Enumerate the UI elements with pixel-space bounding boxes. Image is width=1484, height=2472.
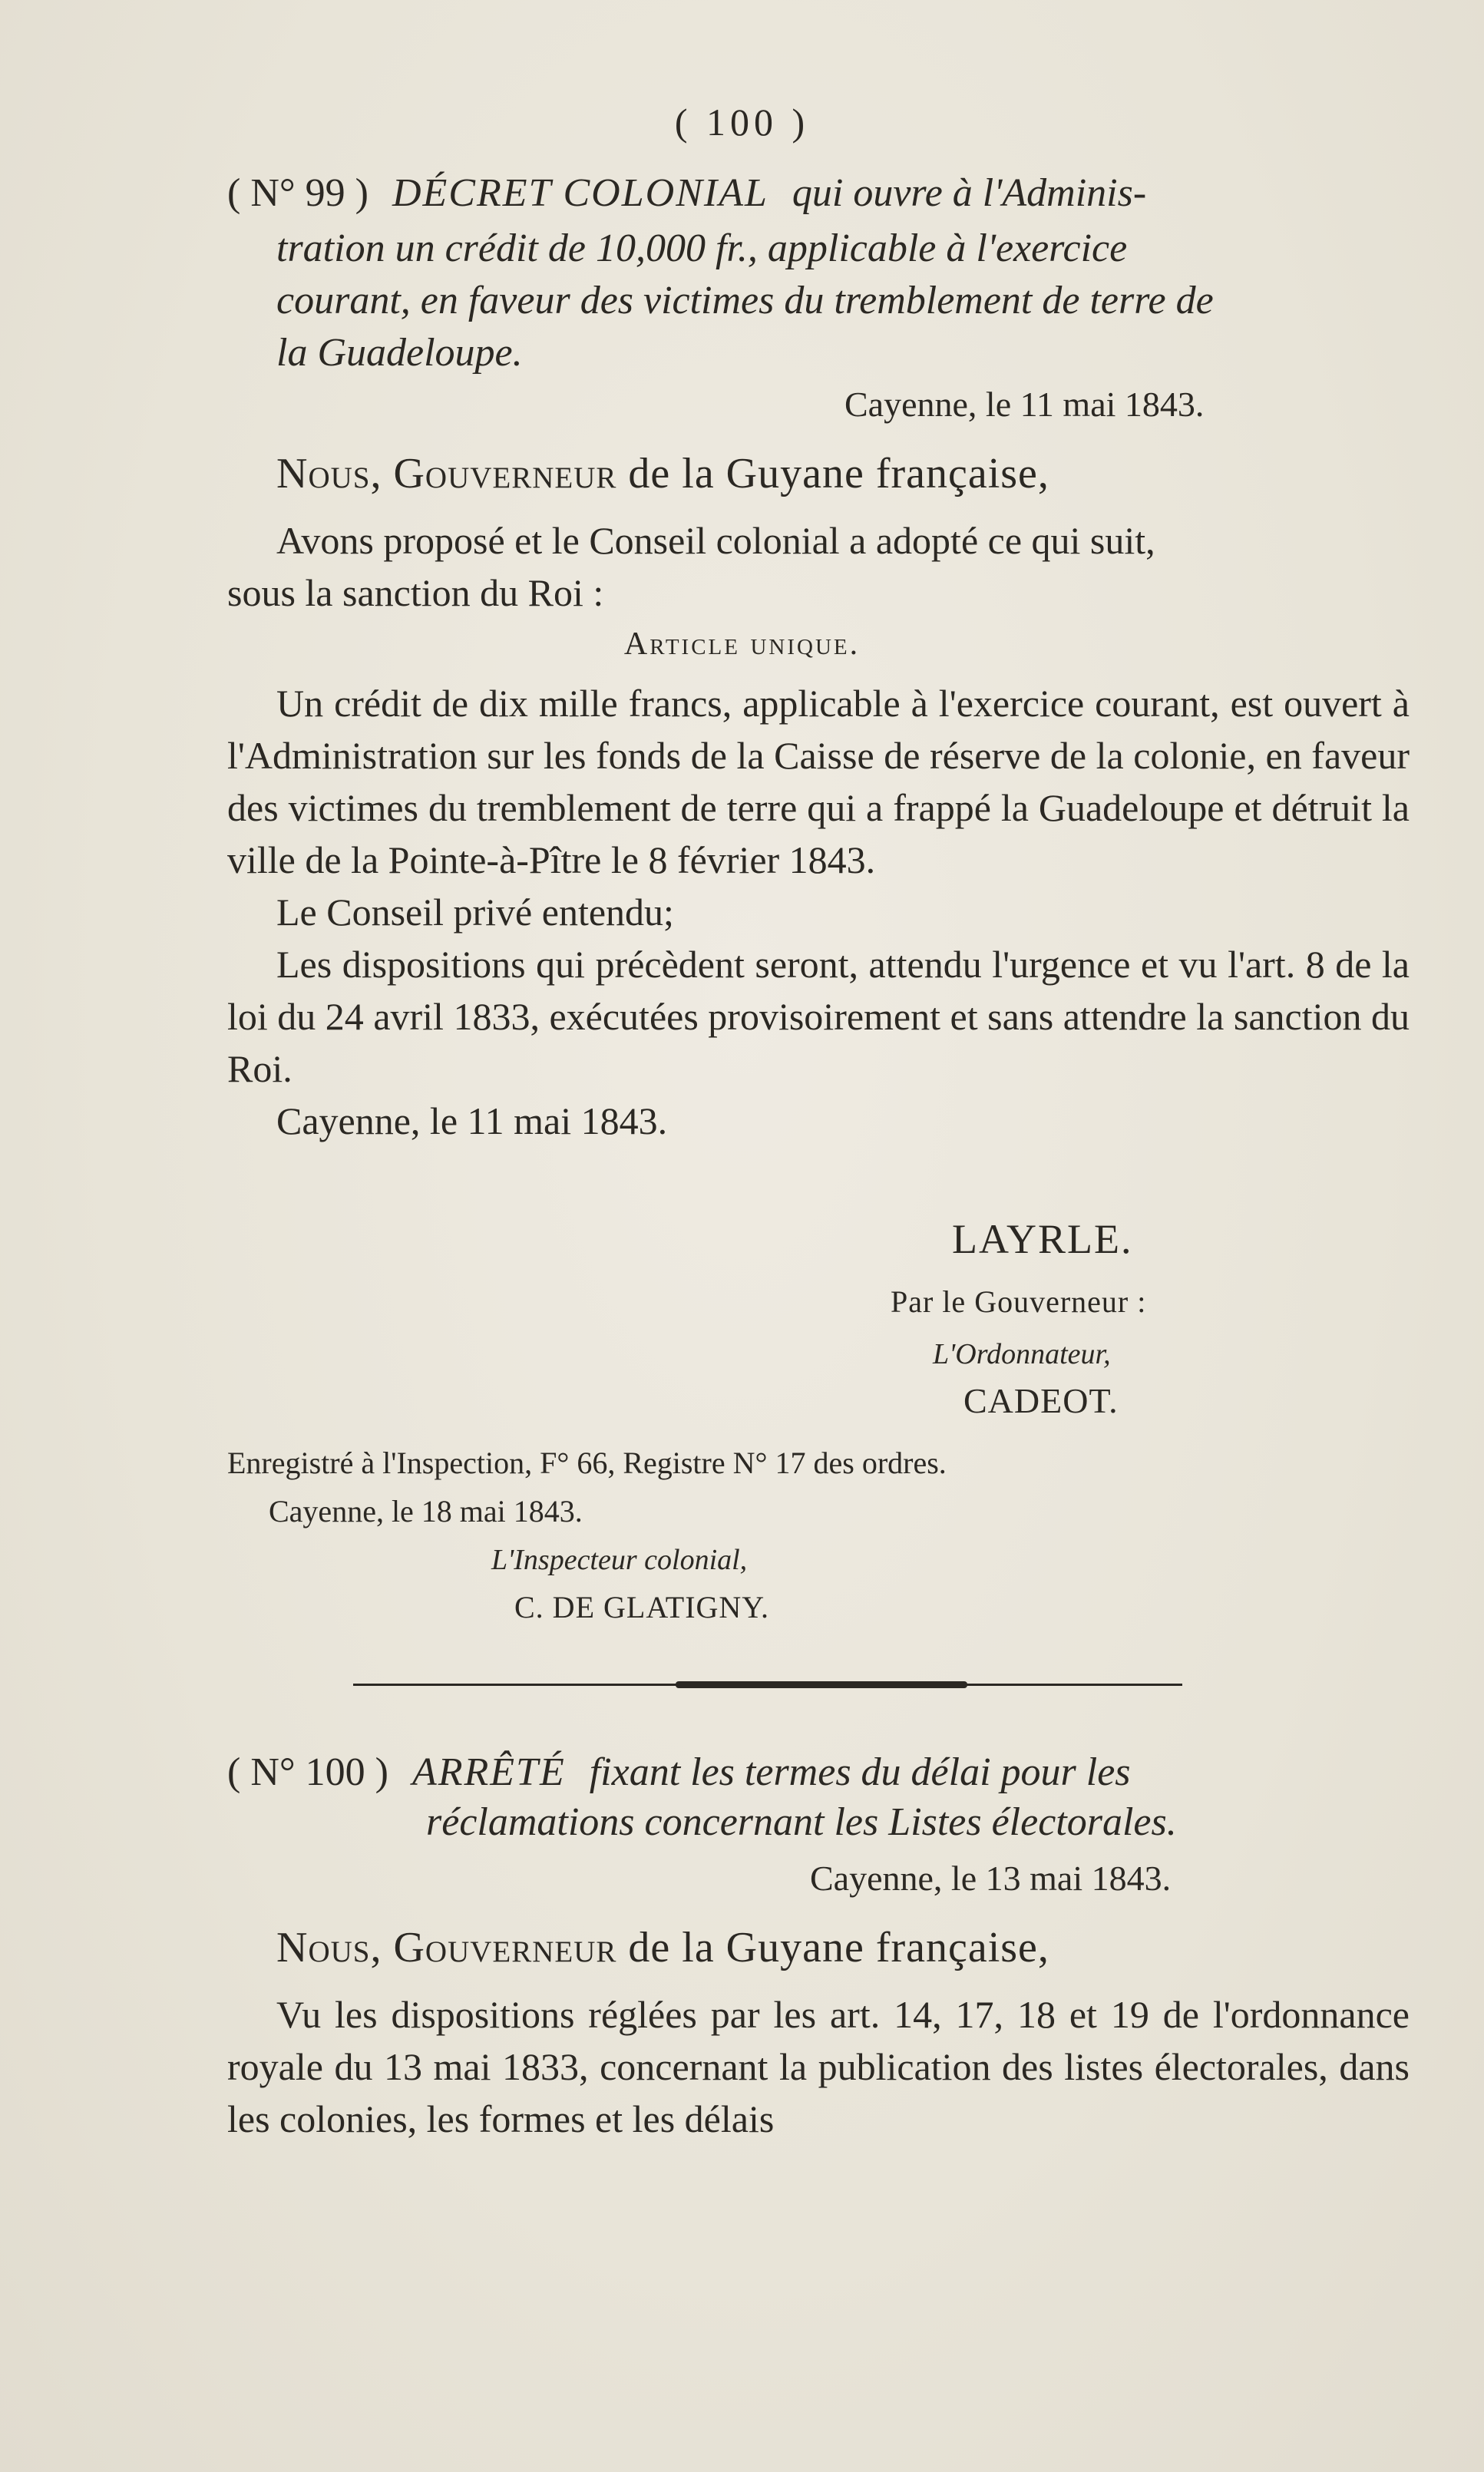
article-text: Un crédit de dix mille francs, applicable à l'exercice courant, est ouvert à l'Administration sur les fonds de la Caisse de réserve de la colonie, en faveur des victimes du tremblement de terre qui a frappé la Guadeloupe et détruit la ville de la Pointe-à-Pître le 8 février 1843. [227,682,1410,881]
decree-99-heading-line-2: tration un crédit de 10,000 fr., applicable à l'exercice [276,226,1128,270]
preamble-line-2: sous la sanction du Roi : [227,571,604,614]
arrete-100-number: ( N° 100 ) [227,1750,388,1794]
nous-word: Nous [276,450,371,497]
decree-99-article-body [227,677,1410,1147]
enregistre-date: Cayenne, le 18 mai 1843. [269,1494,583,1528]
decree-99-heading-rest: qui ouvre à l'Adminis- [792,171,1147,215]
arrete-100-dateline: Cayenne, le 13 mai 1843. [810,1859,1172,1898]
conseil-text: Le Conseil privé entendu; [276,891,674,934]
decree-99-preamble [227,514,1410,619]
inspecteur-title: L'Inspecteur colonial, [491,1544,748,1576]
arrete-100-nous-line: Nous, Gouverneur de la Guyane française, [276,1924,1049,1971]
nous-word-2: Nous [276,1924,371,1971]
decree-99-heading-line-3: courant, en faveur des victimes du tremblement de terre de [276,279,1214,322]
enregistre-line: Enregistré à l'Inspection, F° 66, Registre N° 17 des ordres. [227,1446,947,1480]
ordonnateur-name: CADEOT. [963,1381,1119,1420]
decree-99-heading-line-1 [227,167,1146,220]
par-le-gouverneur: Par le Gouverneur : [891,1284,1147,1319]
decree-99-title: DÉCRET COLONIAL [392,171,768,215]
decree-99-heading-line-4: la Guadeloupe. [276,331,523,375]
inspecteur-name: C. DE GLATIGNY. [514,1590,770,1624]
nous-rest: de la Guyane française, [628,450,1049,497]
arrete-100-heading-rest: fixant les termes du délai pour les [589,1750,1131,1794]
arrete-100-heading-line-1 [227,1747,1131,1799]
article-title [0,626,1484,663]
article-title-text: Article unique. [623,626,861,662]
page-number: ( 100 ) [674,101,810,144]
arrete-100-text: Vu les dispositions réglées par les art. 14, 17, 18 et 19 de l'ordonnance royale du 13 mai 1833, concernant la publication des listes électorales, dans les colonies, les formes et les délais [227,1993,1410,2140]
closing-date: Cayenne, le 11 mai 1843. [276,1099,668,1142]
arrete-100-body [227,1988,1410,2145]
dispositions-text: Les dispositions qui précèdent seront, attendu l'urgence et vu l'art. 8 de la loi du 24 avril 1833, exécutées provisoirement et sans attendre la sanction du Roi. [227,943,1410,1090]
decree-99-dateline: Cayenne, le 11 mai 1843. [844,385,1205,424]
signatory: LAYRLE. [952,1216,1133,1262]
gouverneur-word: Gouverneur [393,450,617,497]
gouverneur-word-2: Gouverneur [393,1924,617,1971]
arrete-100-heading-line-2: réclamations concernant les Listes électorales. [426,1800,1177,1844]
decree-99-nous-line: Nous, Gouverneur de la Guyane française, [276,450,1049,497]
preamble-line-1: Avons proposé et le Conseil colonial a adopté ce qui suit, [276,519,1155,562]
decree-99-number: ( N° 99 ) [227,171,369,215]
nous-rest-2: de la Guyane française, [628,1924,1049,1971]
section-divider-swell [676,1681,967,1688]
ordonnateur-title: L'Ordonnateur, [933,1338,1111,1370]
arrete-100-title: ARRÊTÉ [411,1750,566,1794]
